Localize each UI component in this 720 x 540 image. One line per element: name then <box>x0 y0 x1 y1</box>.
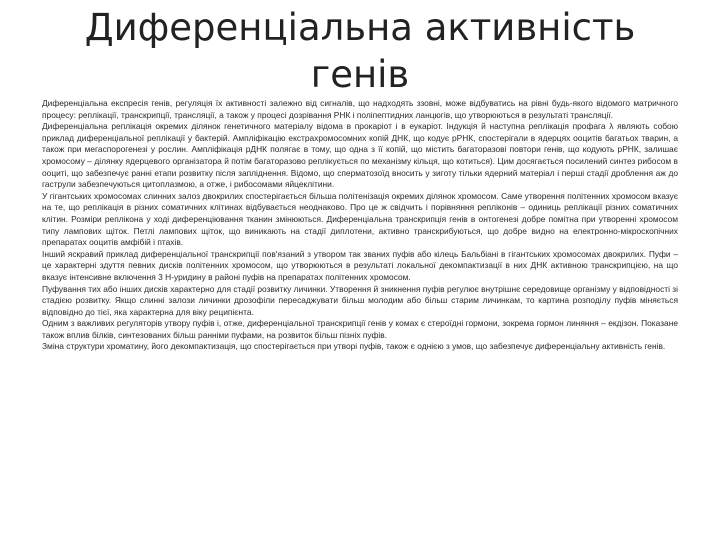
paragraph-3: У гігантських хромосомах слинних залоз двокрилих спостерігається більша політенізація окремих ділянок хромосом. Саме утворення політенних хромосом вказує на те, що реплікація в різних соматичних клітинах відбувається неоднаково. Про це ж свідчить і порівняння репліконів – одиниць реплікації різних соматичних клітин. Розміри реплікона у ході диференціювання тканин змінюються. Диференціальна транскрипція генів в онтогенезі добре помітна при утворенні хромосом типу лампових щіток. Петлі лампових щіток, що виникають на стадії диплотени, активно транскрибуються, що добре видно на електронно-мікроскопічних препаратах ооцитів амфібій і птахів. <box>42 190 678 248</box>
slide-body-text <box>42 98 678 353</box>
slide-title-line-1: Диференціальна активність <box>84 6 636 49</box>
slide-title-line-2: генів <box>310 53 410 96</box>
paragraph-7: Зміна структури хроматину, його декомпактизація, що спостерігається при утворі пуфів, також є однією з умов, що забезпечує диференціальну активність генів. <box>42 341 666 352</box>
paragraph-1: Диференціальна експресія генів, регуляція їх активності залежно від сигналів, що надходять ззовні, може відбуватись на рівні будь-якого відомого матричного процесу: реплікації, транскрипції, трансляції, а також у процесі дозрівання РНК і поліпептидних ланцюгів, що утворюються в результаті трансляції. <box>42 98 678 120</box>
paragraph-2: Диференціальна реплікація окремих ділянок генетичного матеріалу відома в прокаріот і в еукаріот. Індукція й наступна реплікація профага λ являють собою приклад диференціальної реплікації у бактерій. Ампліфікацію екстрахромосомних копій ДНК, що кодує рРНК, спостерігали в ядерцях ооцитів багатьох тварин, а також при мегаспорогенезі у рослин. Ампліфікація рДНК полягає в тому, що одна з її копій, що містить багаторазові повтори генів, що кодують рРНК, залишає хромосому – ділянку ядерцевого організатора й потім багаторазово реплікується по механізму кільця, що котиться). Цим досягається посилений синтез рибосом в ооциті, що забезпечує ранні етапи розвитку після запліднення. Відомо, що сперматозоїд вносить у зиготу тільки ядерний матеріал і перші стадії дроблення аж до гаструли забезпечуються цитоплазмою, а отже, і рибосомами яйцеклітини. <box>42 121 678 190</box>
paragraph-6: Одним з важливих регуляторів утвору пуфів і, отже, диференціальної транскрипції генів у комах є стероїдні гормони, зокрема гормон линяння – екдізон. Показане також вплив білків, синтезованих більш ранніми пуфами, на розвиток більш пізніх пуфів. <box>42 318 678 340</box>
paragraph-5: Пуфування тих або інших дисків характерно для стадії розвитку личинки. Утворення й зникнення пуфів регулює внутрішнє середовище організму у відповідності зі стадією розвитку. Якщо слинні залози личинки дрозофіли пересаджувати більш молодим або більш старим личинкам, то картина розподілу пуфів міняється відповідно до тієї, яка характерна для віку реципієнта. <box>42 283 678 317</box>
paragraph-4: Інший яскравий приклад диференціальної транскрипції пов'язаний з утвором так званих пуфів або кілець Бальбіані в гігантських хромосомах двокрилих. Пуфи – це характерні здуття певних дисків політенних хромосом, що утворюються в результаті локальної декомпактизації в них ДНК активною транскрипцією, на що вказує інтенсивне включення 3 Н-уридину в районі пуфів на препаратах політенних хромосом. <box>42 248 678 282</box>
slide-title <box>40 4 680 98</box>
